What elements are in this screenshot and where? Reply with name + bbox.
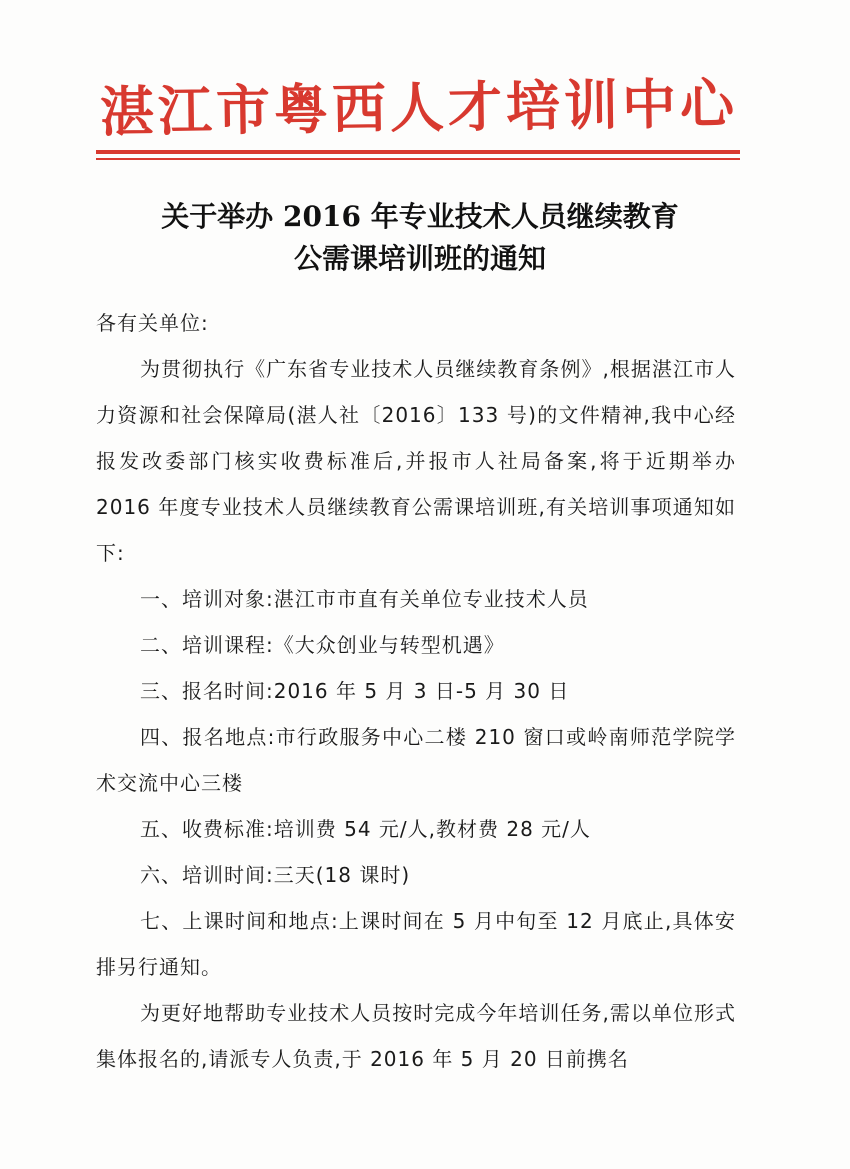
list-item: 七、上课时间和地点:上课时间在 5 月中旬至 12 月底止,具体安排另行通知。 — [96, 909, 736, 979]
document-body — [96, 300, 736, 1082]
document-title — [90, 196, 750, 280]
intro-paragraph: 为贯彻执行《广东省专业技术人员继续教育条例》,根据湛江市人力资源和社会保障局(湛人社〔2016〕133 号)的文件精神,我中心经报发改委部门核实收费标准后,并报市人社局备案,将于近期举办 2016 年度专业技术人员继续教育公需课培训班,有关培训事项通知如下: — [96, 357, 736, 565]
list-item: 二、培训课程:《大众创业与转型机遇》 — [140, 633, 505, 657]
letterhead-org-name: 湛江市粤西人才培训中心 — [99, 71, 739, 144]
title-line-2: 公需课培训班的通知 — [293, 242, 546, 275]
letterhead-rule-thin — [96, 158, 740, 160]
closing-paragraph: 为更好地帮助专业技术人员按时完成今年培训任务,需以单位形式集体报名的,请派专人负责,于 2016 年 5 月 20 日前携名 — [96, 1001, 736, 1071]
greeting: 各有关单位: — [96, 311, 209, 335]
letterhead-rule-thick — [96, 150, 740, 154]
list-item: 六、培训时间:三天(18 课时) — [140, 863, 411, 887]
list-item: 一、培训对象:湛江市市直有关单位专业技术人员 — [140, 587, 589, 611]
title-line-1: 关于举办 2016 年专业技术人员继续教育 — [161, 200, 679, 233]
list-item: 三、报名时间:2016 年 5 月 3 日-5 月 30 日 — [140, 679, 570, 703]
list-item: 五、收费标准:培训费 54 元/人,教材费 28 元/人 — [140, 817, 591, 841]
list-item: 四、报名地点:市行政服务中心二楼 210 窗口或岭南师范学院学术交流中心三楼 — [96, 725, 736, 795]
